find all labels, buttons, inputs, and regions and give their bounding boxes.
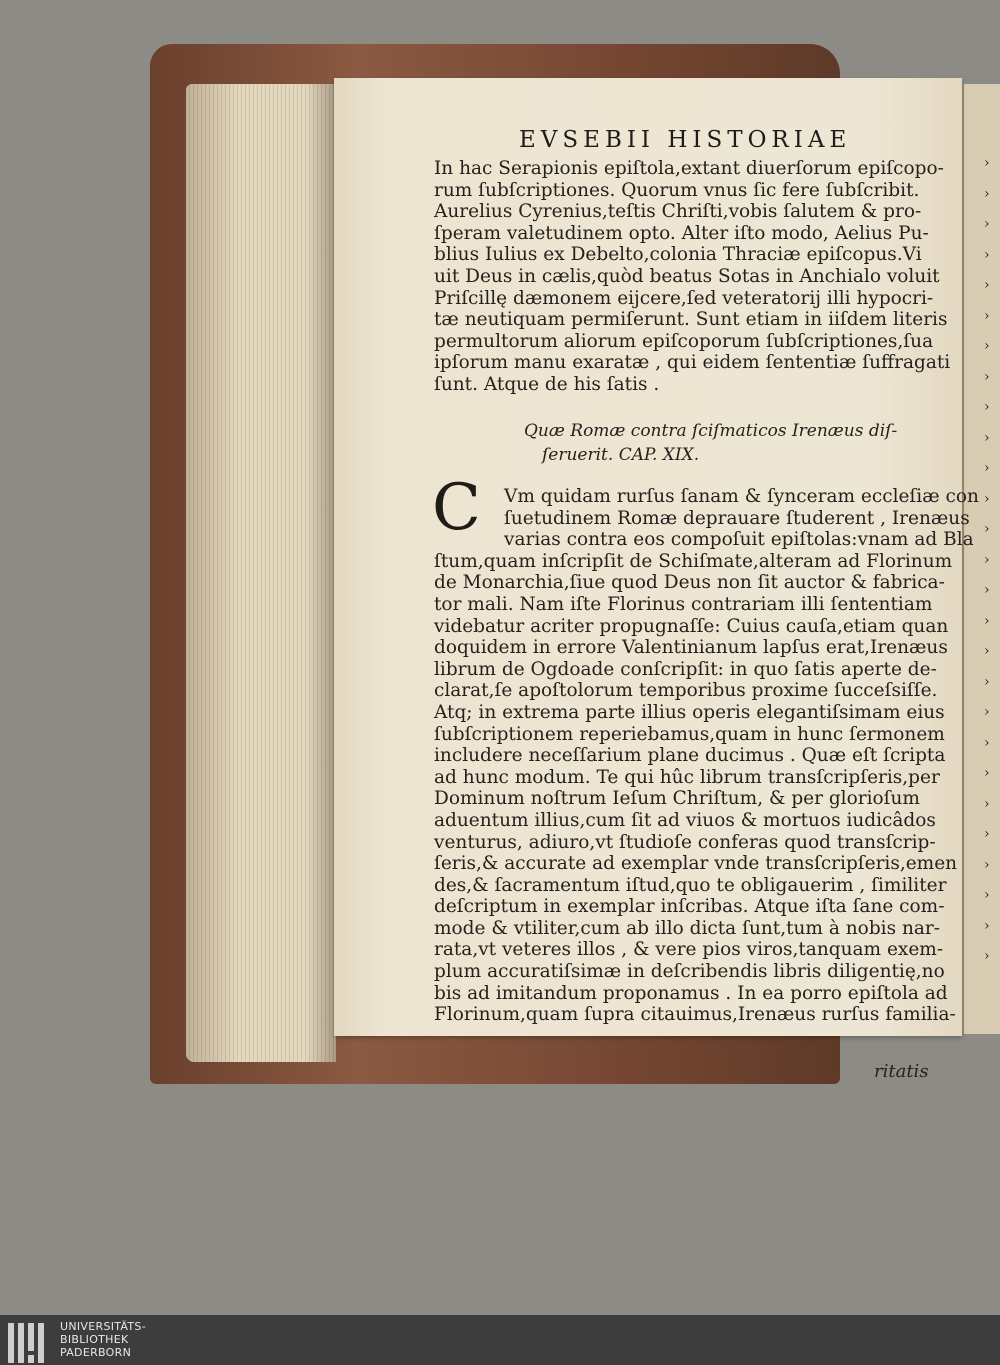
text-line: bis ad imitandum proponamus . In ea porro epiſtola ad xyxy=(434,982,948,1004)
text-line: permultorum aliorum epiſcoporum ſubſcriptiones,ſua xyxy=(434,330,934,352)
text-line: ſuetudinem Romæ deprauare ſtuderent , Irenæus xyxy=(504,507,970,529)
text-line: Priſcillę dæmonem eijcere,ſed veteratorij illi hypocri- xyxy=(434,287,934,309)
paragraph-1 xyxy=(434,158,951,396)
text-line: tæ neutiquam permiſerunt. Sunt etiam in iiſdem literis xyxy=(434,309,948,331)
text-line: clarat,ſe apoſtolorum temporibus proxime ſucceſsiſſe. xyxy=(434,680,938,702)
chapter-heading xyxy=(524,419,898,467)
text-line: doquidem in errore Valentinianum lapſus erat,Irenæus xyxy=(434,637,948,659)
text-line: des,& ſacramentum iſtud,quo te obligauerim , ſimiliter xyxy=(434,874,947,896)
text-line: deſcriptum in exemplar inſcribas. Atque iſta ſane com- xyxy=(434,896,945,918)
text-line: Vm quidam rurſus ſanam & ſynceram eccleſiæ con xyxy=(504,486,979,507)
paragraph-2 xyxy=(434,486,979,1026)
text-line: aduentum illius,cum ſit ad viuos & mortuos iudicâdos xyxy=(434,809,936,831)
running-head: EVSEBII HISTORIAE xyxy=(519,127,852,153)
library-name-line: UNIVERSITÄTS- xyxy=(60,1320,146,1333)
text-line: blius Iulius ex Debelto,colonia Thraciæ epiſcopus.Vi xyxy=(434,244,922,266)
text-line: Florinum,quam ſupra citauimus,Irenæus rurſus familia- xyxy=(434,1004,956,1026)
book-page xyxy=(334,78,979,1082)
library-logo-icon xyxy=(6,1321,50,1365)
text-line: plum accuratiſsimæ in deſcribendis libris diligentię,no xyxy=(434,961,945,983)
text-line: includere neceſſarium plane ducimus . Quæ eſt ſcripta xyxy=(434,745,946,767)
text-line: In hac Serapionis epiſtola,extant diuerſorum epiſcopo- xyxy=(434,158,944,179)
text-line: Aurelius Cyrenius,teſtis Chriſti,vobis ſalutem & pro- xyxy=(434,201,922,223)
text-line: Dominum noſtrum Ieſum Chriſtum, & per glorioſum xyxy=(434,788,920,810)
text-line: librum de Ogdoade conſcripſit: in quo ſatis aperte de- xyxy=(434,658,937,680)
page-block-edge xyxy=(186,84,336,1062)
text-line: ipſorum manu exaratæ , qui eidem ſententiæ ſuffragati xyxy=(434,352,951,374)
text-line: varias contra eos compoſuit epiſtolas:vnam ad Bla xyxy=(504,529,974,551)
text-line: ſubſcriptionem reperiebamus,quam in hunc ſermonem xyxy=(434,723,945,745)
text-line: ad hunc modum. Te qui hûc librum transſcripſeris,per xyxy=(434,766,940,788)
chapter-heading-line: Quæ Romæ contra ſciſmaticos Irenæus diſ- xyxy=(524,421,898,441)
library-name-line: PADERBORN xyxy=(60,1346,132,1359)
catchword: ritatis xyxy=(874,1061,929,1082)
text-line: uit Deus in cælis,quòd beatus Sotas in Anchialo voluit xyxy=(434,265,940,287)
text-line: ſperam valetudinem opto. Alter iſto modo, Aelius Pu- xyxy=(434,222,929,244)
text-line: ſeris,& accurate ad exemplar vnde transſcripſeris,emen xyxy=(434,853,958,875)
text-line: rata,vt veteres illos , & vere pios viros,tanquam exem- xyxy=(434,939,944,961)
facing-page-marks: › › › › › › › › › › › › › › › › › › › › › › › › › › › xyxy=(984,155,990,964)
text-line: mode & vtiliter,cum ab illo dicta ſunt,tum à nobis nar- xyxy=(434,917,940,939)
library-name-line: BIBLIOTHEK xyxy=(60,1333,129,1346)
text-line: Atq; in extrema parte illius operis elegantiſsimam eius xyxy=(434,701,945,723)
text-line: tor mali. Nam iſte Florinus contrariam illi ſententiam xyxy=(434,593,933,615)
chapter-heading-line: ſeruerit. CAP. XIX. xyxy=(542,445,700,465)
footer-bar xyxy=(0,1315,1000,1365)
library-name xyxy=(60,1320,146,1359)
drop-cap: C xyxy=(432,471,481,545)
text-line: venturus, adiuro,vt ſtudioſe conferas quod transſcrip- xyxy=(434,831,936,853)
text-line: rum ſubſcriptiones. Quorum vnus ſic fere ſubſcribit. xyxy=(434,179,920,201)
text-line: de Monarchia,ſiue quod Deus non ſit auctor & fabrica- xyxy=(434,572,945,594)
text-line: ſunt. Atque de his ſatis . xyxy=(434,373,660,395)
text-line: videbatur acriter propugnaſſe: Cuius cauſa,etiam quan xyxy=(434,615,949,637)
text-line: ſtum,quam inſcripſit de Schiſmate,alteram ad Florinum xyxy=(434,550,953,572)
